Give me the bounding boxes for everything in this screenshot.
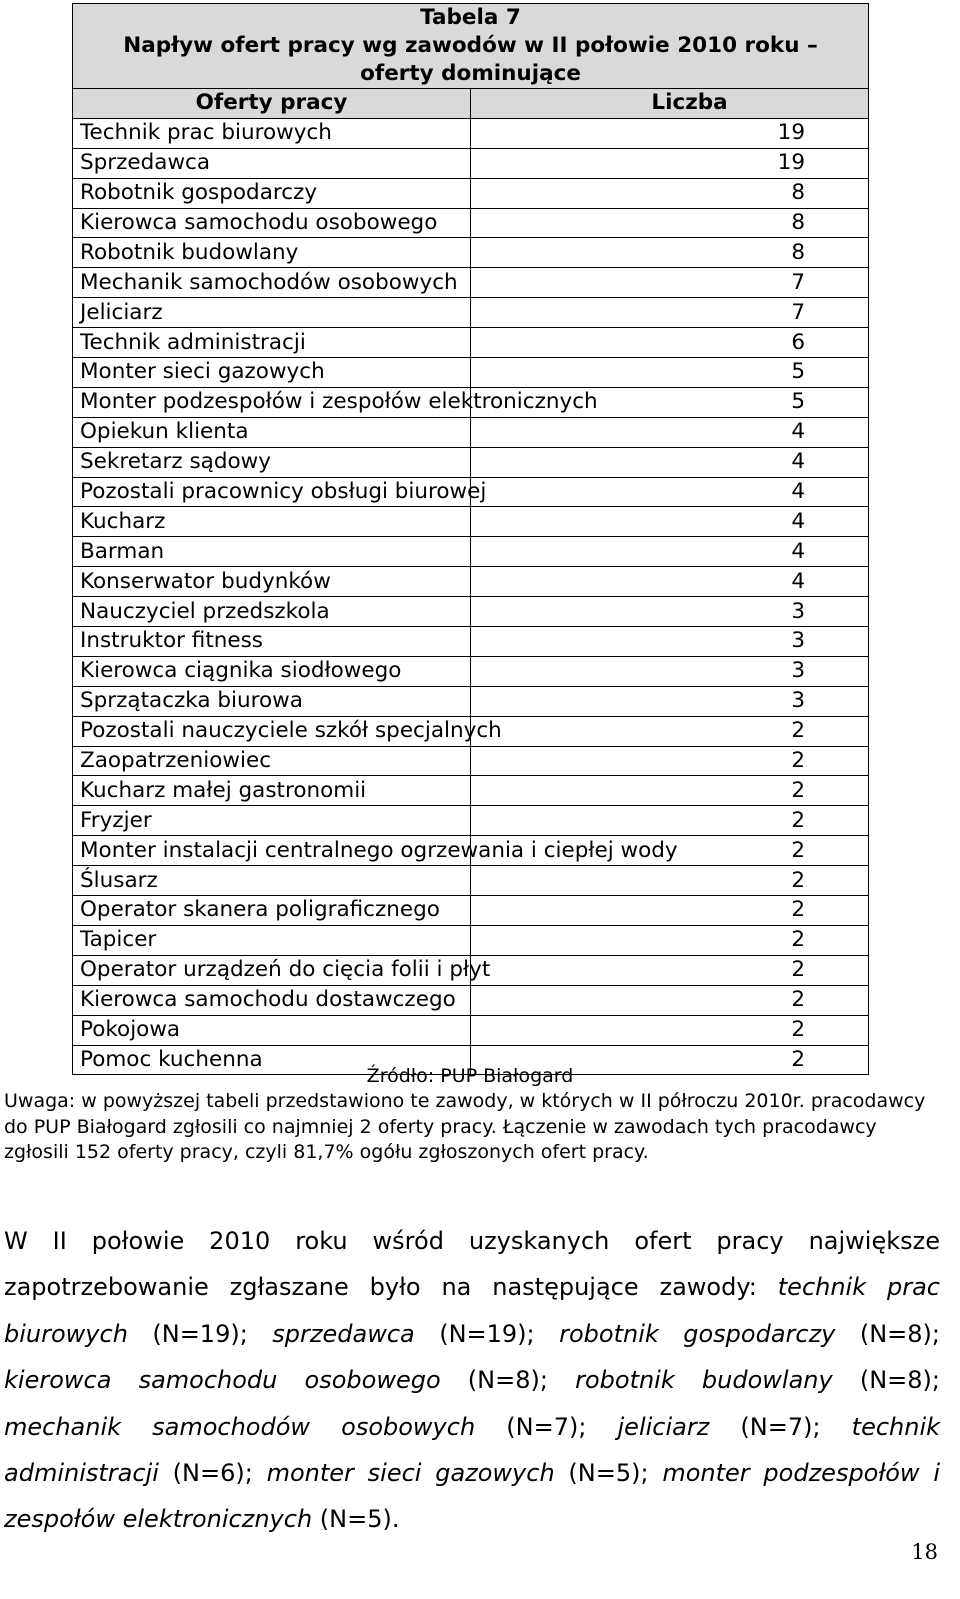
offer-count: 4	[471, 567, 869, 597]
offer-count: 2	[471, 836, 869, 866]
table-row	[73, 866, 869, 896]
occupation-mention: technik administracji	[4, 1412, 941, 1488]
occupation-name: Pozostali pracownicy obsługi biurowej	[73, 477, 471, 507]
table-row	[73, 238, 869, 268]
table-header-row	[73, 89, 869, 119]
table-row	[73, 746, 869, 776]
occupation-mention: technik prac biurowych	[4, 1273, 940, 1348]
occupation-count: (N=19);	[414, 1319, 560, 1348]
occupation-name: Jeliciarz	[73, 298, 471, 328]
table-row	[73, 298, 869, 328]
offer-count: 8	[471, 238, 869, 268]
offer-count: 2	[471, 866, 869, 896]
occupation-count: (N=8);	[832, 1366, 940, 1395]
offer-count: 4	[471, 507, 869, 537]
occupation-mention: monter sieci gazowych	[266, 1459, 555, 1488]
table-row	[73, 447, 869, 477]
table-row	[73, 1015, 869, 1045]
occupation-name: Mechanik samochodów osobowych	[73, 268, 471, 298]
offer-count: 2	[471, 1015, 869, 1045]
offer-count: 7	[471, 298, 869, 328]
occupation-name: Operator skanera poligraficznego	[73, 896, 471, 926]
offer-count: 5	[471, 358, 869, 388]
occupation-name: Sprzątaczka biurowa	[73, 686, 471, 716]
occupation-name: Pozostali nauczyciele szkół specjalnych	[73, 716, 471, 746]
occupation-name: Instruktor fitness	[73, 627, 471, 657]
table-row	[73, 716, 869, 746]
table-row	[73, 507, 869, 537]
offer-count: 3	[471, 627, 869, 657]
page-number: 18	[911, 1540, 938, 1564]
table-row	[73, 358, 869, 388]
offer-count: 3	[471, 686, 869, 716]
offer-count: 5	[471, 387, 869, 417]
offer-count: 4	[471, 447, 869, 477]
table-row	[73, 656, 869, 686]
occupation-name: Opiekun klienta	[73, 417, 471, 447]
occupation-mention: robotnik budowlany	[575, 1366, 833, 1395]
table-row	[73, 955, 869, 985]
occupation-name: Monter podzespołów i zespołów elektronicznych	[73, 387, 471, 417]
table-row	[73, 208, 869, 238]
table-row	[73, 477, 869, 507]
table-title-line-1: Napływ ofert pracy wg zawodów w II połowie 2010 roku –	[123, 33, 818, 58]
occupation-mention: robotnik gospodarczy	[559, 1319, 836, 1348]
occupation-name: Kucharz małej gastronomii	[73, 776, 471, 806]
occupation-name: Robotnik gospodarczy	[73, 178, 471, 208]
offer-count: 2	[471, 955, 869, 985]
table-row	[73, 537, 869, 567]
occupation-name: Zaopatrzeniowiec	[73, 746, 471, 776]
occupation-count: (N=5).	[312, 1505, 400, 1534]
jobs-table-container	[72, 3, 869, 1075]
occupation-count: (N=8);	[835, 1319, 941, 1348]
table-row	[73, 328, 869, 358]
table-row	[73, 118, 869, 148]
occupation-count: (N=6);	[158, 1459, 267, 1488]
source-note: Źródło: PUP Białogard	[366, 1065, 574, 1087]
table-row	[73, 148, 869, 178]
occupation-name: Tapicer	[73, 925, 471, 955]
occupation-mention: sprzedawca	[272, 1319, 415, 1348]
occupation-name: Technik administracji	[73, 328, 471, 358]
table-row	[73, 836, 869, 866]
occupation-name: Technik prac biurowych	[73, 118, 471, 148]
header-count: Liczba	[471, 89, 869, 119]
offer-count: 4	[471, 537, 869, 567]
occupation-name: Kucharz	[73, 507, 471, 537]
occupation-count: (N=19);	[127, 1319, 273, 1348]
offer-count: 8	[471, 208, 869, 238]
table-caption: Tabela 7	[420, 5, 521, 30]
header-offers: Oferty pracy	[73, 89, 471, 119]
table-row	[73, 387, 869, 417]
offer-count: 8	[471, 178, 869, 208]
table-title-line-2: oferty dominujące	[360, 61, 581, 86]
table-row	[73, 268, 869, 298]
occupation-count: (N=7);	[475, 1412, 618, 1441]
offer-count: 2	[471, 746, 869, 776]
occupation-name: Ślusarz	[73, 866, 471, 896]
offer-count: 2	[471, 1045, 869, 1075]
offer-count: 2	[471, 925, 869, 955]
occupation-name: Kierowca samochodu dostawczego	[73, 985, 471, 1015]
occupation-count: (N=8);	[440, 1366, 576, 1395]
offer-count: 2	[471, 806, 869, 836]
table-title	[73, 4, 869, 89]
offer-count: 3	[471, 597, 869, 627]
offer-count: 7	[471, 268, 869, 298]
table-row	[73, 567, 869, 597]
offer-count: 2	[471, 985, 869, 1015]
occupation-name: Konserwator budynków	[73, 567, 471, 597]
offer-count: 2	[471, 716, 869, 746]
offer-count: 19	[471, 148, 869, 178]
offer-count: 2	[471, 776, 869, 806]
occupation-mention: mechanik samochodów osobowych	[4, 1412, 476, 1441]
offer-count: 6	[471, 328, 869, 358]
occupation-mention: jeliciarz	[617, 1412, 710, 1441]
occupation-name: Monter sieci gazowych	[73, 358, 471, 388]
job-offers-table	[72, 3, 869, 1075]
offer-count: 4	[471, 477, 869, 507]
offer-count: 3	[471, 656, 869, 686]
occupation-name: Fryzjer	[73, 806, 471, 836]
table-row	[73, 985, 869, 1015]
offer-count: 4	[471, 417, 869, 447]
occupation-name: Operator urządzeń do cięcia folii i płyt	[73, 955, 471, 985]
occupation-mention: monter podzespołów i zespołów elektronicznych	[4, 1459, 940, 1534]
table-row	[73, 178, 869, 208]
occupation-name: Robotnik budowlany	[73, 238, 471, 268]
table-row	[73, 627, 869, 657]
offer-count: 19	[471, 118, 869, 148]
occupation-name: Sprzedawca	[73, 148, 471, 178]
occupation-mention: kierowca samochodu osobowego	[4, 1366, 441, 1395]
occupation-name: Pomoc kuchenna	[73, 1045, 471, 1075]
occupation-name: Sekretarz sądowy	[73, 447, 471, 477]
table-row	[73, 925, 869, 955]
occupation-name: Monter instalacji centralnego ogrzewania i ciepłej wody	[73, 836, 471, 866]
occupation-name: Kierowca samochodu osobowego	[73, 208, 471, 238]
occupation-count: (N=7);	[709, 1412, 852, 1441]
table-row	[73, 417, 869, 447]
occupation-name: Nauczyciel przedszkola	[73, 597, 471, 627]
table-row	[73, 686, 869, 716]
occupation-name: Kierowca ciągnika siodłowego	[73, 656, 471, 686]
paragraph-intro: W II połowie 2010 roku wśród uzyskanych ofert pracy największe zapotrzebowanie zgłaszane było na następujące zawody:	[4, 1227, 940, 1302]
table-row	[73, 597, 869, 627]
offer-count: 2	[471, 896, 869, 926]
remark-note: Uwaga: w powyższej tabeli przedstawiono te zawody, w których w II półroczu 2010r. pracodawcy do PUP Białogard zgłosili co najmniej 2 oferty pracy. Łączenie w zawodach tych pracodawcy zgłosili 152 oferty pracy, czyli 81,7% ogółu zgłoszonych ofert pracy.	[4, 1090, 926, 1163]
occupation-count: (N=5);	[554, 1459, 663, 1488]
table-row	[73, 806, 869, 836]
table-title-row	[73, 4, 869, 89]
occupation-name: Pokojowa	[73, 1015, 471, 1045]
table-row	[73, 776, 869, 806]
table-row	[73, 896, 869, 926]
occupation-name: Barman	[73, 537, 471, 567]
summary-paragraph	[4, 1218, 940, 1543]
